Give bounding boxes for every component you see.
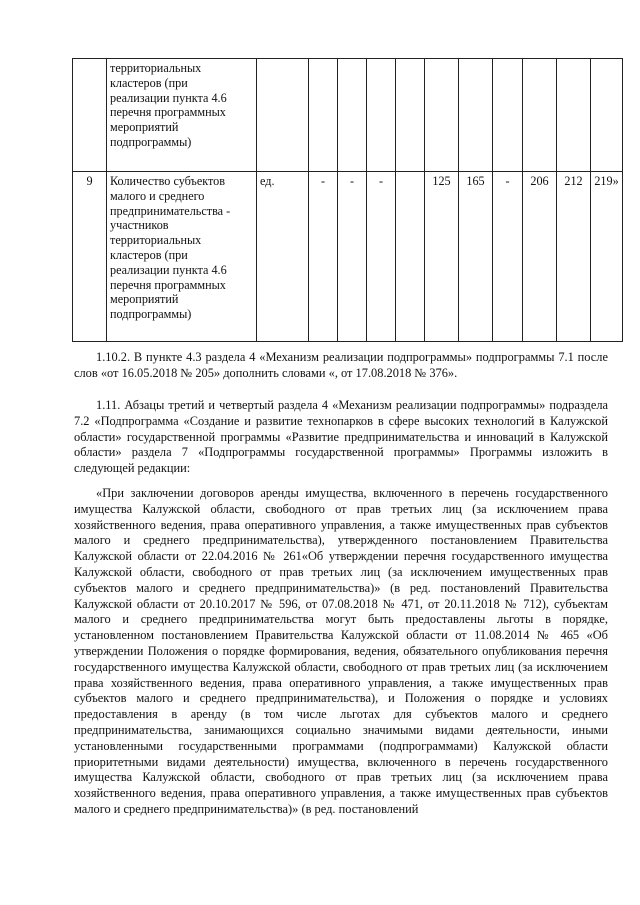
name-line: мероприятий [110, 292, 179, 307]
cell-value [367, 59, 396, 172]
paragraph-new-wording [74, 486, 608, 818]
cell-value [396, 172, 425, 342]
cell-value [396, 59, 425, 172]
name-line: участников [110, 218, 169, 233]
cell-number: 9 [73, 172, 107, 342]
name-line: территориальных [110, 233, 202, 248]
name-line: мероприятий [110, 120, 179, 135]
cell-value [459, 59, 493, 172]
table-row-continuation [73, 59, 623, 172]
cell-value [523, 59, 557, 172]
paragraph-1-11 [74, 398, 608, 477]
name-line: территориальных [110, 61, 202, 75]
cell-indicator-name [107, 59, 257, 172]
cell-value: 212 [557, 172, 591, 342]
cell-value [309, 59, 338, 172]
cell-value: 206 [523, 172, 557, 342]
cell-value [338, 59, 367, 172]
name-line: кластеров (при [110, 75, 188, 90]
cell-unit: ед. [257, 172, 309, 342]
name-line: Количество субъектов [110, 174, 226, 188]
cell-unit [257, 59, 309, 172]
indicators-table [72, 58, 623, 342]
name-line: подпрограммы) [110, 307, 192, 322]
cell-value [591, 59, 623, 172]
cell-value [557, 59, 591, 172]
cell-number [73, 59, 107, 172]
cell-value: 125 [425, 172, 459, 342]
cell-value: 219» [591, 172, 623, 342]
name-line: реализации пункта 4.6 [110, 90, 227, 105]
cell-value: - [309, 172, 338, 342]
name-line: кластеров (при [110, 247, 188, 262]
cell-value: - [338, 172, 367, 342]
cell-value: - [367, 172, 396, 342]
name-line: перечня программных [110, 105, 226, 120]
table-row-9 [73, 172, 623, 342]
cell-indicator-name [107, 172, 257, 342]
cell-value: 165 [459, 172, 493, 342]
paragraph-1-10-2 [74, 350, 608, 382]
name-line: перечня программных [110, 277, 226, 292]
name-line: предпринимательства - [110, 203, 231, 218]
cell-value [425, 59, 459, 172]
paragraph-text: 1.11. Абзацы третий и четвертый раздела 4 «Механизм реализации подпрограммы» подраздела 7.2 «Подпрограмма «Создание и развитие технопарков в сфере высоких технологий в Калужской области» государственной программы «Развитие предпринимательства и инноваций в Калужской области» раздела 7 «Подпрограммы государственной программы» Программы изложить в следующей редакции: [74, 398, 608, 476]
name-line: реализации пункта 4.6 [110, 262, 227, 277]
name-line: малого и среднего [110, 188, 205, 203]
paragraph-text: «При заключении договоров аренды имущества, включенного в перечень государственного имущества Калужской области, свободного от прав третьих лиц (за исключением права хозяйственного ведения, права оперативного управления, а также имущественных прав субъектов малого и среднего предпринимательства), утвержденного постановлением Правительства Калужской области от 22.04.2016 № 261«Об утверждении перечня государственного имущества Калужской области, свободного от прав третьих лиц (за исключением имущественных прав субъектов малого и среднего предпринимательства)» (в ред. постановлений Правительства Калужской области от 20.10.2017 № 596, от 07.08.2018 № 471, от 20.11.2018 № 712), субъектам малого и среднего предпринимательства могут быть предоставлены льготы в порядке, установленном постановлением Правительства Калужской области от 11.08.2014 № 465 «Об утверждении Положения о порядке формирования, ведения, обязательного опубликования перечня государственного имущества Калужской области, свободного от прав третьих лиц (за исключением права хозяйственного ведения, права оперативного управления, а также имущественных прав субъектов малого и среднего предпринимательства), и Положения о порядке и условиях предоставления в аренду (в том числе льготах для субъектов малого и среднего предпринимательства, занимающихся социально значимыми видами деятельности, иными установленными государственными программами (подпрограммами) Калужской области приоритетными видами деятельности) имущества, включенного в перечень государственного имущества Калужской области, свободного от прав третьих лиц (за исключением права хозяйственного ведения, права оперативного управления, а также имущественных прав субъектов малого и среднего предпринимательства)» (в ред. постановлений [74, 486, 608, 816]
cell-value [493, 59, 523, 172]
paragraph-text: 1.10.2. В пункте 4.3 раздела 4 «Механизм реализации подпрограммы» подпрограммы 7.1 после слов «от 16.05.2018 № 205» дополнить словами «, от 17.08.2018 № 376». [74, 350, 608, 380]
name-line: подпрограммы) [110, 134, 192, 149]
cell-value: - [493, 172, 523, 342]
